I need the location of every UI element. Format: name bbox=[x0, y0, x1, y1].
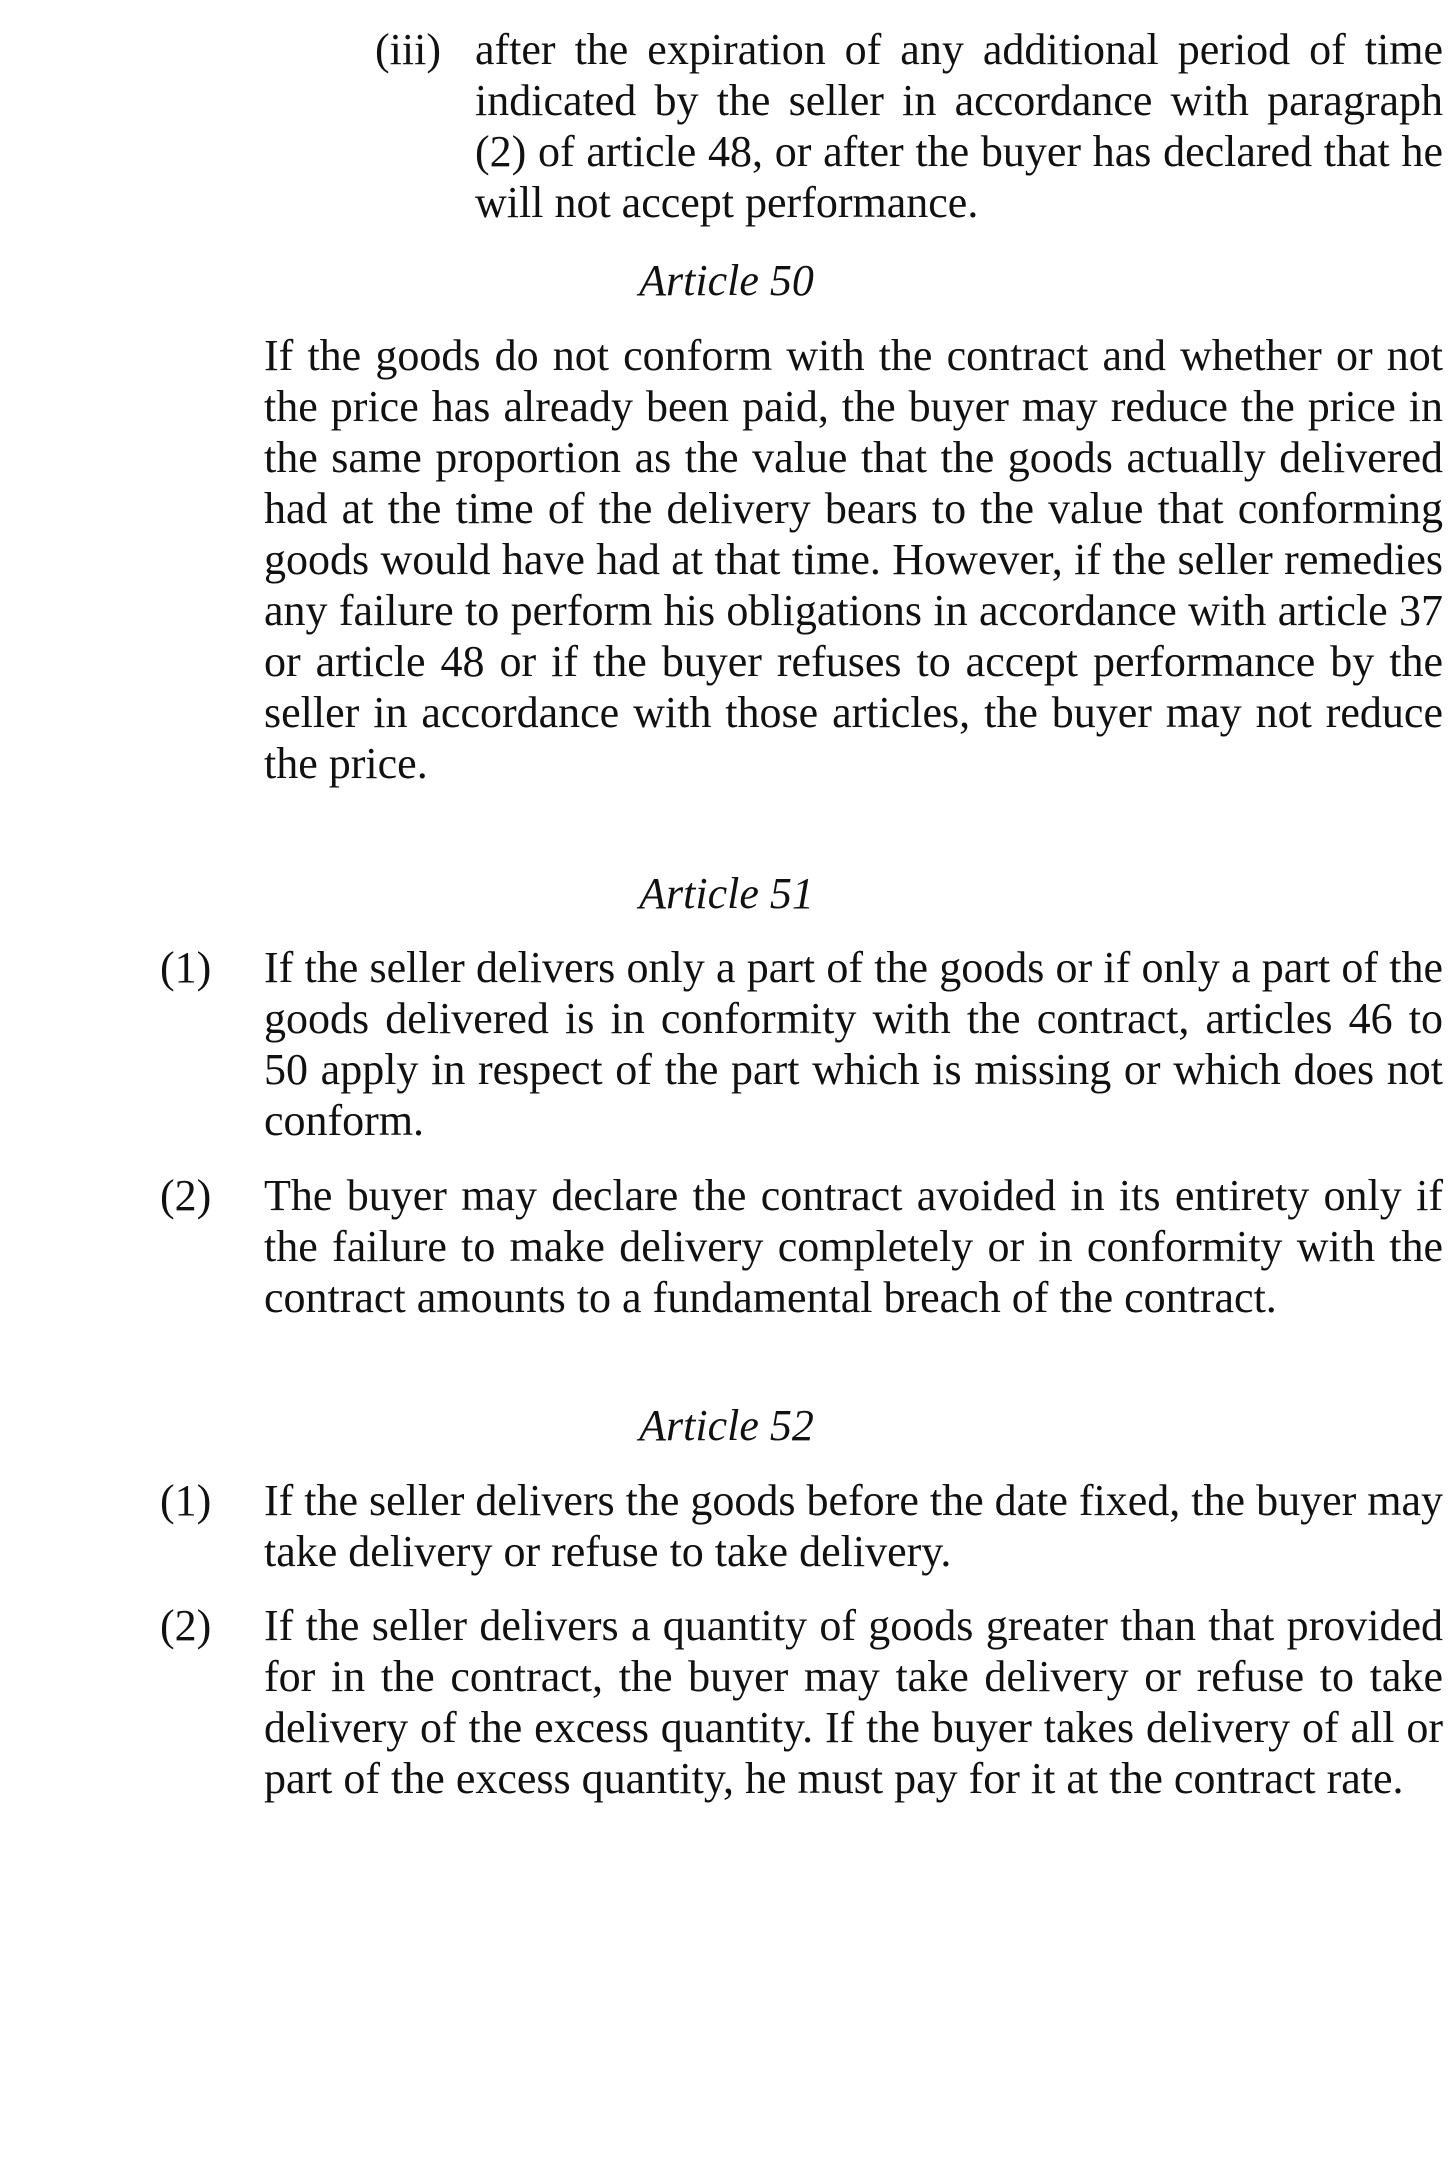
article-51-para-1-text: If the seller delivers only a part of the goods or if only a part of the goods delivered is in conformity with the contract, articles 46 to 50 apply in respect of the part which is missing or which does not conform. bbox=[264, 943, 1443, 1145]
article-50-text: If the goods do not conform with the contract and whether or not the price has already been paid, the buyer may reduce the price in the same proportion as the value that the goods actually delivered had at the time of the delivery bears to the value that conforming goods would have had at that time. However, if the seller remedies any failure to perform his obligations in accordance with article 37 or article 48 or if the buyer refuses to accept performance by the seller in accordance with those articles, the buyer may not reduce the price. bbox=[264, 331, 1443, 788]
article-51-para-2-number: (2) bbox=[160, 1171, 212, 1220]
clause-iii-number: (iii) bbox=[375, 25, 441, 74]
clause-iii-text: after the expiration of any additional period of time indicated by the seller in accordance with paragraph (2) of article 48, or after the buyer has declared that he will not accept performance. bbox=[475, 25, 1443, 227]
article-51-para-2-text: The buyer may declare the contract avoided in its entirety only if the failure to make delivery completely or in conformity with the contract amounts to a fundamental breach of the contract. bbox=[264, 1171, 1443, 1322]
article-52-para-2-number: (2) bbox=[160, 1601, 212, 1650]
article-52-para-2-text: If the seller delivers a quantity of goods greater than that provided for in the contract, the buyer may take delivery or refuse to take delivery of the excess quantity. If the buyer takes delivery of all or part of the excess quantity, he must pay for it at the contract rate. bbox=[264, 1601, 1443, 1803]
article-52-para-1-text: If the seller delivers the goods before the date fixed, the buyer may take delivery or refuse to take delivery. bbox=[264, 1476, 1443, 1576]
article-51-heading: Article 51 bbox=[639, 869, 814, 918]
article-51-para-1-number: (1) bbox=[160, 943, 212, 992]
article-52-para-1-number: (1) bbox=[160, 1476, 212, 1525]
article-50-heading: Article 50 bbox=[639, 256, 814, 305]
article-52-heading: Article 52 bbox=[639, 1401, 814, 1450]
